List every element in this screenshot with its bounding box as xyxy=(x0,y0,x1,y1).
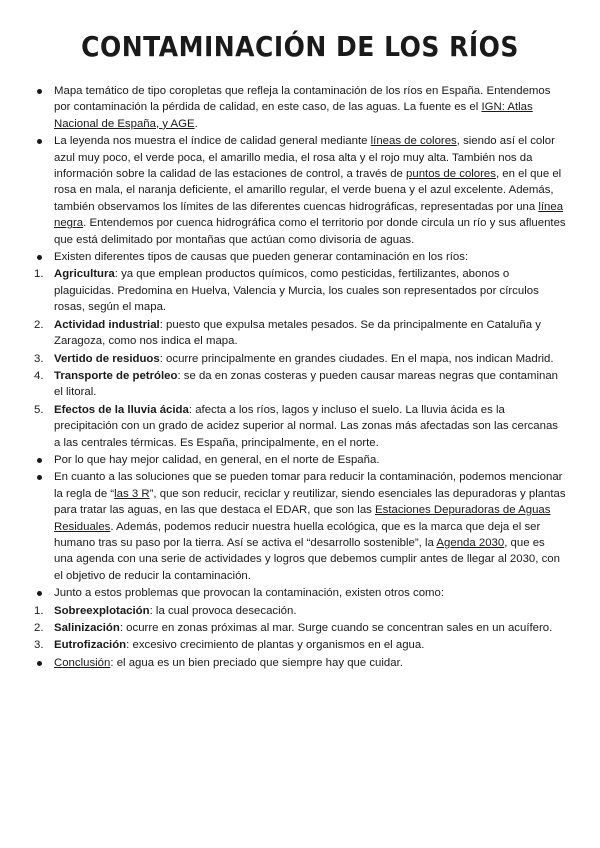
item-text: , siendo así el color azul muy poco, el verde poca, el amarillo media, el rosa alta y el rojo muy alta. También nos da información sobre la calidad de las estaciones de control, a través de xyxy=(54,135,555,181)
numbered-item xyxy=(34,603,566,619)
item-term: Salinización xyxy=(54,622,120,634)
numbered-item xyxy=(34,266,566,315)
item-text: : excesivo crecimiento de plantas y organismos en el agua. xyxy=(126,639,425,652)
content-list xyxy=(34,83,566,671)
underlined-text: Estaciones Depuradoras de Aguas Residuales xyxy=(54,504,551,533)
numbered-item xyxy=(34,637,566,653)
item-text: . xyxy=(194,117,198,130)
bullet-item xyxy=(34,133,566,248)
underlined-text: Agenda 2030 xyxy=(436,536,505,549)
bullet-item xyxy=(34,655,566,671)
bullet-item xyxy=(34,585,566,601)
item-term: Actividad industrial xyxy=(54,318,160,331)
item-text: : se da en zonas costeras y pueden causar mareas negras que contaminan el litoral. xyxy=(54,369,558,399)
item-number: 2. xyxy=(34,318,44,331)
item-term: Efectos de la lluvia ácida xyxy=(54,403,189,416)
bullet-item xyxy=(34,452,566,468)
numbered-item xyxy=(34,368,566,401)
underlined-text: líneas de colores xyxy=(370,135,457,148)
item-term: Vertido de residuos xyxy=(54,352,160,365)
bullet-item xyxy=(34,249,566,265)
numbered-item xyxy=(34,402,566,451)
item-term: Agricultura xyxy=(54,268,115,281)
item-text: La leyenda nos muestra el índice de calidad general mediante xyxy=(54,135,371,148)
underlined-text: Conclusión xyxy=(54,656,111,669)
item-number: 1. xyxy=(34,268,44,281)
item-number: 3. xyxy=(34,352,44,365)
underlined-text: las 3 R xyxy=(114,487,150,500)
item-text: . Entendemos por cuenca hidrográfica como el territorio por donde circula un río y sus afluentes que está delimitado por montañas que actúan como divisoria de aguas. xyxy=(54,217,566,246)
numbered-item xyxy=(34,317,566,350)
underlined-text: línea negra xyxy=(54,200,564,230)
item-number: 3. xyxy=(34,639,44,652)
underlined-text: IGN: Atlas Nacional de España, y AGE xyxy=(54,101,533,130)
item-text: Mapa temático de tipo coropletas que refleja la contaminación de los ríos en España. Entendemos por contaminación la pérdida de calidad, en este caso, de las aguas. La fuente es el xyxy=(54,85,551,114)
item-text: Junto a estos problemas que provocan la contaminación, existen otros como: xyxy=(54,587,445,600)
item-text: : ocurre principalmente en grandes ciudades. En el mapa, nos indican Madrid. xyxy=(159,352,554,365)
numbered-item xyxy=(34,351,566,367)
item-text: : ya que emplean productos químicos, como pesticidas, fertilizantes, abonos o plaguicidas. Predomina en Huelva, Valencia y Murcia, los cuales son representados por círculos rosas, según el mapa. xyxy=(54,268,539,314)
item-text: , en el que el rosa en mala, el naranja deficiente, el amarillo regular, el verde buena y el azul excelente. Además, también observamos los límites de las diferentes cuencas hidrográficas, representadas por una xyxy=(54,168,562,213)
item-number: 2. xyxy=(34,622,44,634)
item-text: Por lo que hay mejor calidad, en general, en el norte de España. xyxy=(54,453,380,466)
item-number: 5. xyxy=(34,403,44,416)
bullet-item xyxy=(34,469,566,584)
numbered-item xyxy=(34,620,566,636)
item-text: . Además, podemos reducir nuestra huella ecológica, que es la marca que deja el ser humano tras su paso por la tierra. Así se activa el “desarrollo sostenible”, la xyxy=(54,520,541,549)
underlined-text: puntos de colores xyxy=(406,168,496,181)
page-title: CONTAMINACIÓN DE LOS RÍOS xyxy=(81,30,519,63)
item-text: : el agua es un bien preciado que siempre hay que cuidar. xyxy=(110,656,403,669)
item-number: 1. xyxy=(34,604,44,617)
item-term: Sobreexplotación xyxy=(54,604,150,617)
item-text: : afecta a los ríos, lagos y incluso el suelo. La lluvia ácida es la precipitación con un grado de acidez superior al normal. Las zonas más afectadas son las cercanas a las centrales térmicas. Es España, principalmente, en el norte. xyxy=(54,403,559,449)
item-text: : puesto que expulsa metales pesados. Se da principalmente en Cataluña y Zaragoza, como nos indica el mapa. xyxy=(54,318,541,348)
item-text: : la cual provoca desecación. xyxy=(149,604,297,617)
item-text: , que es una agenda con una serie de actividades y logros que debemos cumplir antes de llegar al 2030, con el objetivo de reducir la contaminación. xyxy=(54,536,560,582)
item-term: Eutrofización xyxy=(54,639,127,652)
item-number: 4. xyxy=(34,369,44,382)
bullet-item xyxy=(34,83,566,132)
item-text: En cuanto a las soluciones que se pueden tomar para reducir la contaminación, podemos mencionar la regla de “ xyxy=(54,471,563,500)
item-term: Transporte de petróleo xyxy=(54,369,178,382)
item-text: : ocurre en zonas próximas al mar. Surge cuando se concentran sales en un acuífero. xyxy=(119,622,553,634)
item-text: Existen diferentes tipos de causas que pueden generar contaminación en los ríos: xyxy=(54,251,469,264)
item-text: ”, que son reducir, reciclar y reutilizar, siendo esenciales las depuradoras y plantas para tratar las aguas, en las que destaca el EDAR, que son las xyxy=(54,487,566,517)
